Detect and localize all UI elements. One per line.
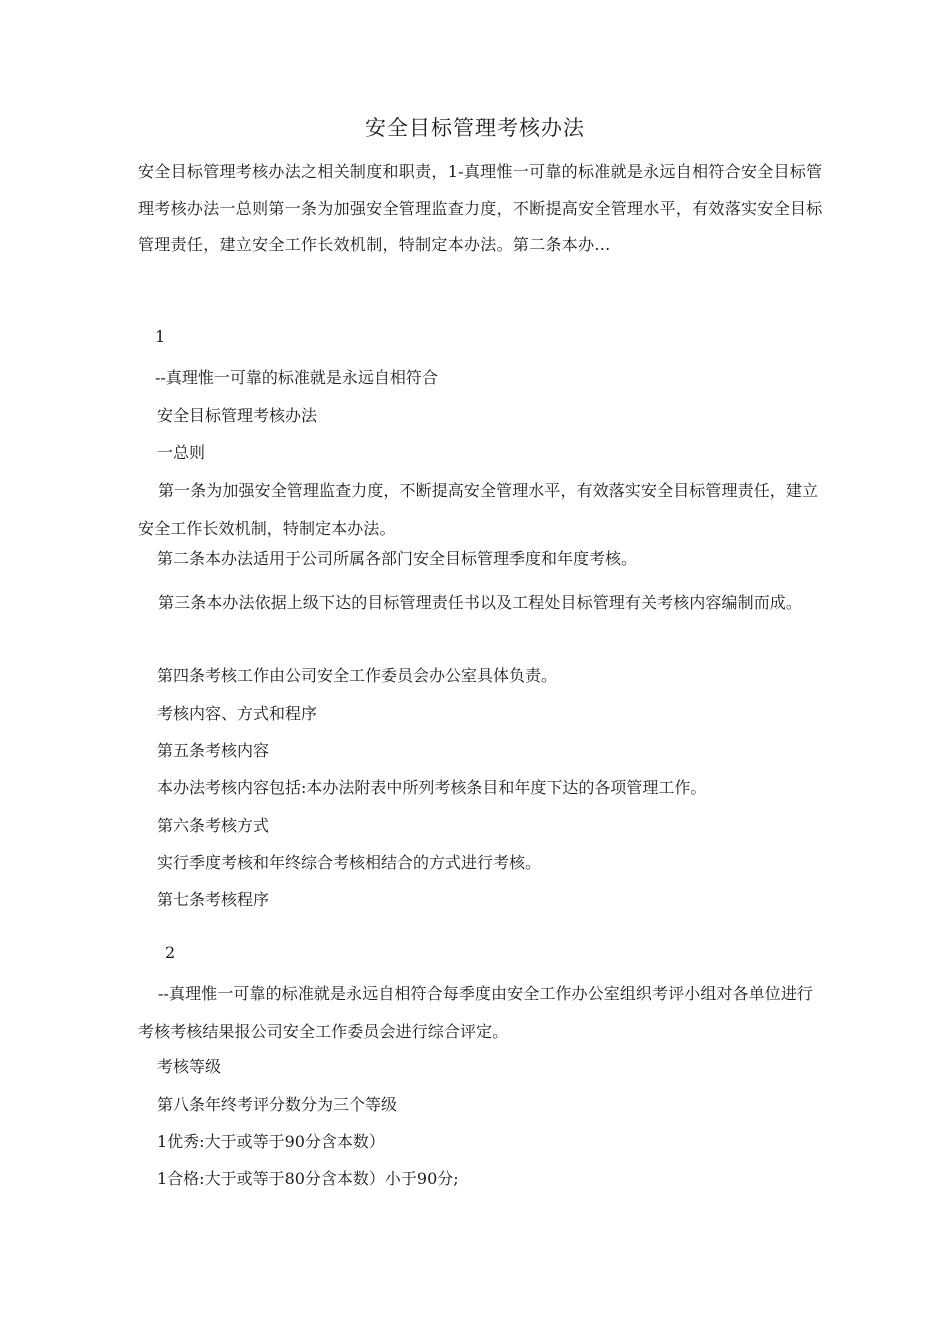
article-2: 第二条本办法适用于公司所属各部门安全目标管理季度和年度考核。 [157,549,638,568]
section-grade: 考核等级 [157,1057,222,1076]
doc-title-line: 安全目标管理考核办法 [157,406,318,425]
document-intro: 安全目标管理考核办法之相关制度和职责，1-真理惟一可靠的标准就是永远自相符合安全目标管理考核办法一总则第一条为加强安全管理监查力度，不断提高安全管理水平，有效落实安全目标管理责任，建立安全工作长效机制，特制定本办法。第二条本办... [138,162,823,254]
method-description: 实行季度考核和年终综合考核相结合的方式进行考核。 [157,853,542,872]
page-2-paragraph: --真理惟一可靠的标准就是永远自相符合每季度由安全工作办公室组织考评小组对各单位进行考核考核结果报公司安全工作委员会进行综合评定。 [138,984,814,1041]
article-6: 第六条考核方式 [157,816,270,835]
page-number-2: 2 [165,943,176,962]
page-number-1: 1 [155,327,166,346]
content-description: 本办法考核内容包括:本办法附表中所列考核条目和年度下达的各项管理工作。 [157,778,707,797]
article-3: 第三条本办法依据上级下达的目标管理责任书以及工程处目标管理有关考核内容编制而成。 [158,593,803,612]
section-general: 一总则 [157,443,206,462]
article-8: 第八条年终考评分数分为三个等级 [157,1095,398,1114]
grade-excellent: 1优秀:大于或等于90分含本数） [157,1132,385,1151]
document-title: 安全目标管理考核办法 [365,116,585,140]
article-5: 第五条考核内容 [157,741,270,760]
page-header-1: --真理惟一可靠的标准就是永远自相符合 [155,368,438,387]
article-7: 第七条考核程序 [157,890,270,909]
section-content: 考核内容、方式和程序 [157,704,318,723]
grade-pass: 1合格:大于或等于80分含本数）小于90分; [157,1169,459,1188]
article-1: 第一条为加强安全管理监查力度，不断提高安全管理水平，有效落实安全目标管理责任，建立安全工作长效机制，特制定本办法。 [138,481,819,538]
article-4: 第四条考核工作由公司安全工作委员会办公室具体负责。 [157,666,558,685]
